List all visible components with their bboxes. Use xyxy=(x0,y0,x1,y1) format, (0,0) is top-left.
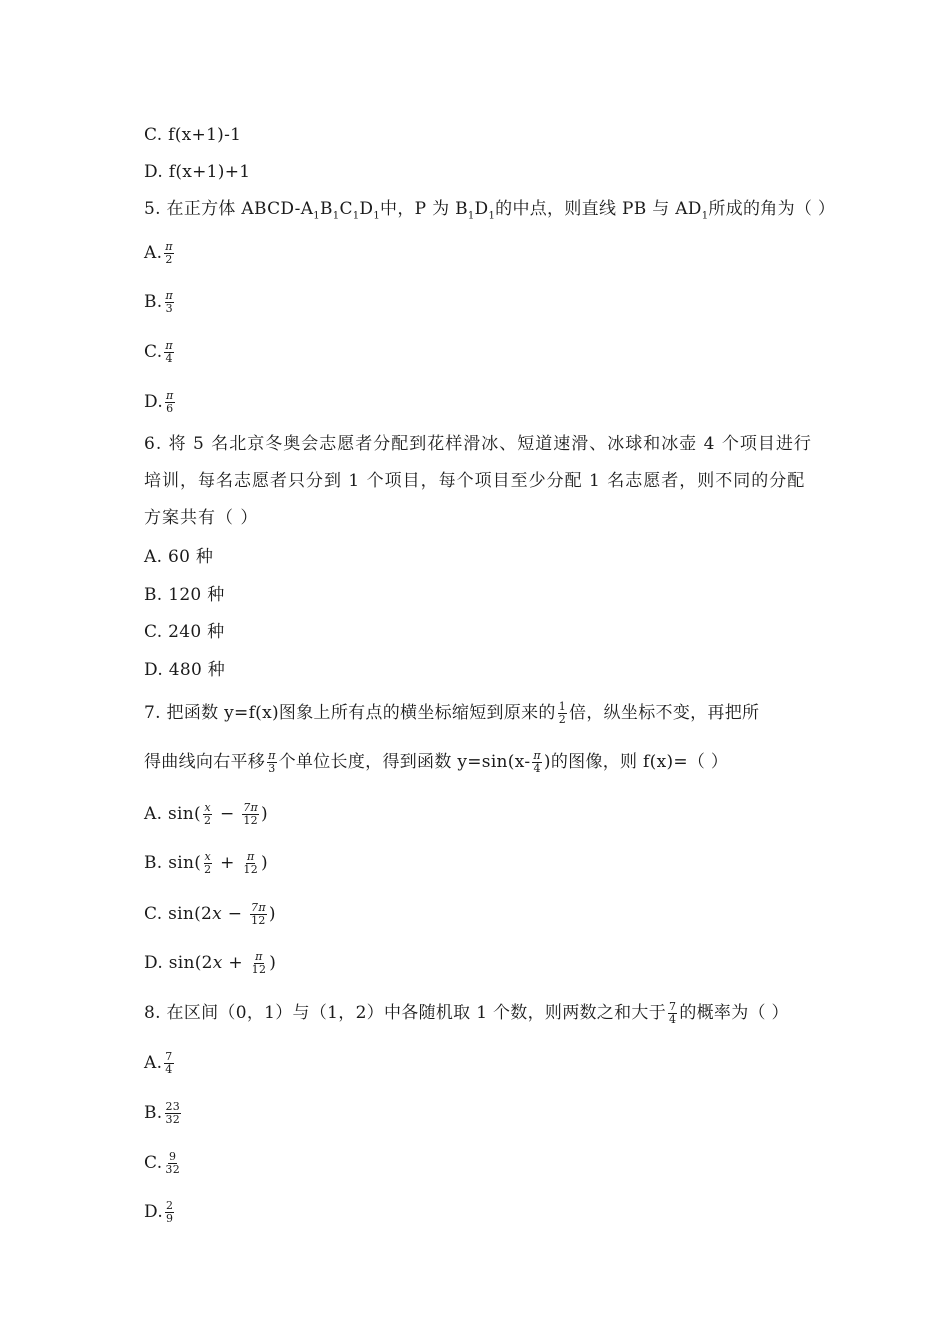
question-5-stem: 5. 在正方体 ABCD-$A_1B_1C_1D_1$中，P 为 $B_1D_1$的中点，则直线 PB 与 $AD_1$所成的角为（ ） xyxy=(144,199,836,222)
q8-option-c: C. $\frac{9}{32}$ xyxy=(144,1150,181,1176)
q7-option-a: A. sin( $\frac{x}{2}$ − $\frac{7\pi}{12}$ ) xyxy=(144,801,268,827)
q5-option-c: C. $\frac{\pi}{4}$ xyxy=(144,339,173,365)
q8-option-a: A. $\frac{7}{4}$ xyxy=(144,1050,173,1076)
fraction: $\frac{x}{2}$ xyxy=(204,850,212,876)
option-d-prev: D. f(x+1)+1 xyxy=(144,162,251,182)
question-8-stem: 8. 在区间（0，1）与（1，2）中各随机取 1 个数，则两数之和大于 $\frac{7}{4}$ 的概率为（ ） xyxy=(144,1000,789,1026)
q5-option-a: A. $\frac{\pi}{2}$ xyxy=(144,240,173,266)
fraction: $\frac{23}{32}$ xyxy=(165,1100,181,1126)
q7-option-c: C. sin(2x − $\frac{7\pi}{12}$ ) xyxy=(144,901,276,927)
fraction: $\frac{\pi}{12}$ xyxy=(251,950,267,976)
question-7-line1: 7. 把函数 y=f(x)图象上所有点的横坐标缩短到原来的 $\frac{1}{2}$ 倍，纵坐标不变，再把所 xyxy=(144,700,760,726)
fraction: $\frac{7}{4}$ xyxy=(165,1050,173,1076)
fraction: $\frac{7}{4}$ xyxy=(669,1000,677,1026)
fraction: $\frac{2}{9}$ xyxy=(166,1199,174,1225)
fraction: $\frac{7\pi}{12}$ xyxy=(251,901,266,927)
q7-option-b: B. sin( $\frac{x}{2}$ + $\frac{\pi}{12}$ ) xyxy=(144,850,268,876)
q6-option-a: A. 60 种 xyxy=(144,547,214,567)
fraction: $\frac{7\pi}{12}$ xyxy=(243,801,259,827)
q8-option-d: D. $\frac{2}{9}$ xyxy=(144,1199,174,1225)
fraction: $\frac{\pi}{3}$ xyxy=(165,289,174,315)
q7-option-d: D. sin(2x + $\frac{\pi}{12}$ ) xyxy=(144,950,277,976)
option-c-prev: C. f(x+1)-1 xyxy=(144,125,242,145)
q6-option-b: B. 120 种 xyxy=(144,585,225,605)
q6-option-c: C. 240 种 xyxy=(144,622,225,642)
q5-option-b: B. $\frac{\pi}{3}$ xyxy=(144,289,174,315)
q5-option-d: D. $\frac{\pi}{6}$ xyxy=(144,389,174,415)
fraction: $\frac{9}{32}$ xyxy=(165,1150,181,1176)
question-6-stem: 6. 将 5 名北京冬奥会志愿者分配到花样滑冰、短道速滑、冰球和冰壶 4 个项目进行培训，每名志愿者只分到 1 个项目，每个项目至少分配 1 名志愿者，则不同的分配方案共有（ ） xyxy=(144,434,812,528)
fraction: $\frac{\pi}{6}$ xyxy=(166,389,174,415)
q8-option-b: B. $\frac{23}{32}$ xyxy=(144,1100,181,1126)
fraction: $\frac{\pi}{12}$ xyxy=(243,850,259,876)
fraction: $\frac{1}{2}$ xyxy=(558,700,567,726)
fraction: $\frac{\pi}{4}$ xyxy=(165,339,173,365)
fraction: $\frac{x}{2}$ xyxy=(203,801,212,827)
fraction: $\frac{\pi}{3}$ xyxy=(268,749,276,775)
fraction: $\frac{\pi}{2}$ xyxy=(165,240,173,266)
q6-option-d: D. 480 种 xyxy=(144,660,226,680)
fraction: $\frac{\pi}{4}$ xyxy=(533,749,541,775)
question-7-line2: 得曲线向右平移 $\frac{\pi}{3}$ 个单位长度，得到函数 y=sin(x- $\frac{\pi}{4}$ )的图像，则 f(x)=（ ） xyxy=(144,749,729,775)
